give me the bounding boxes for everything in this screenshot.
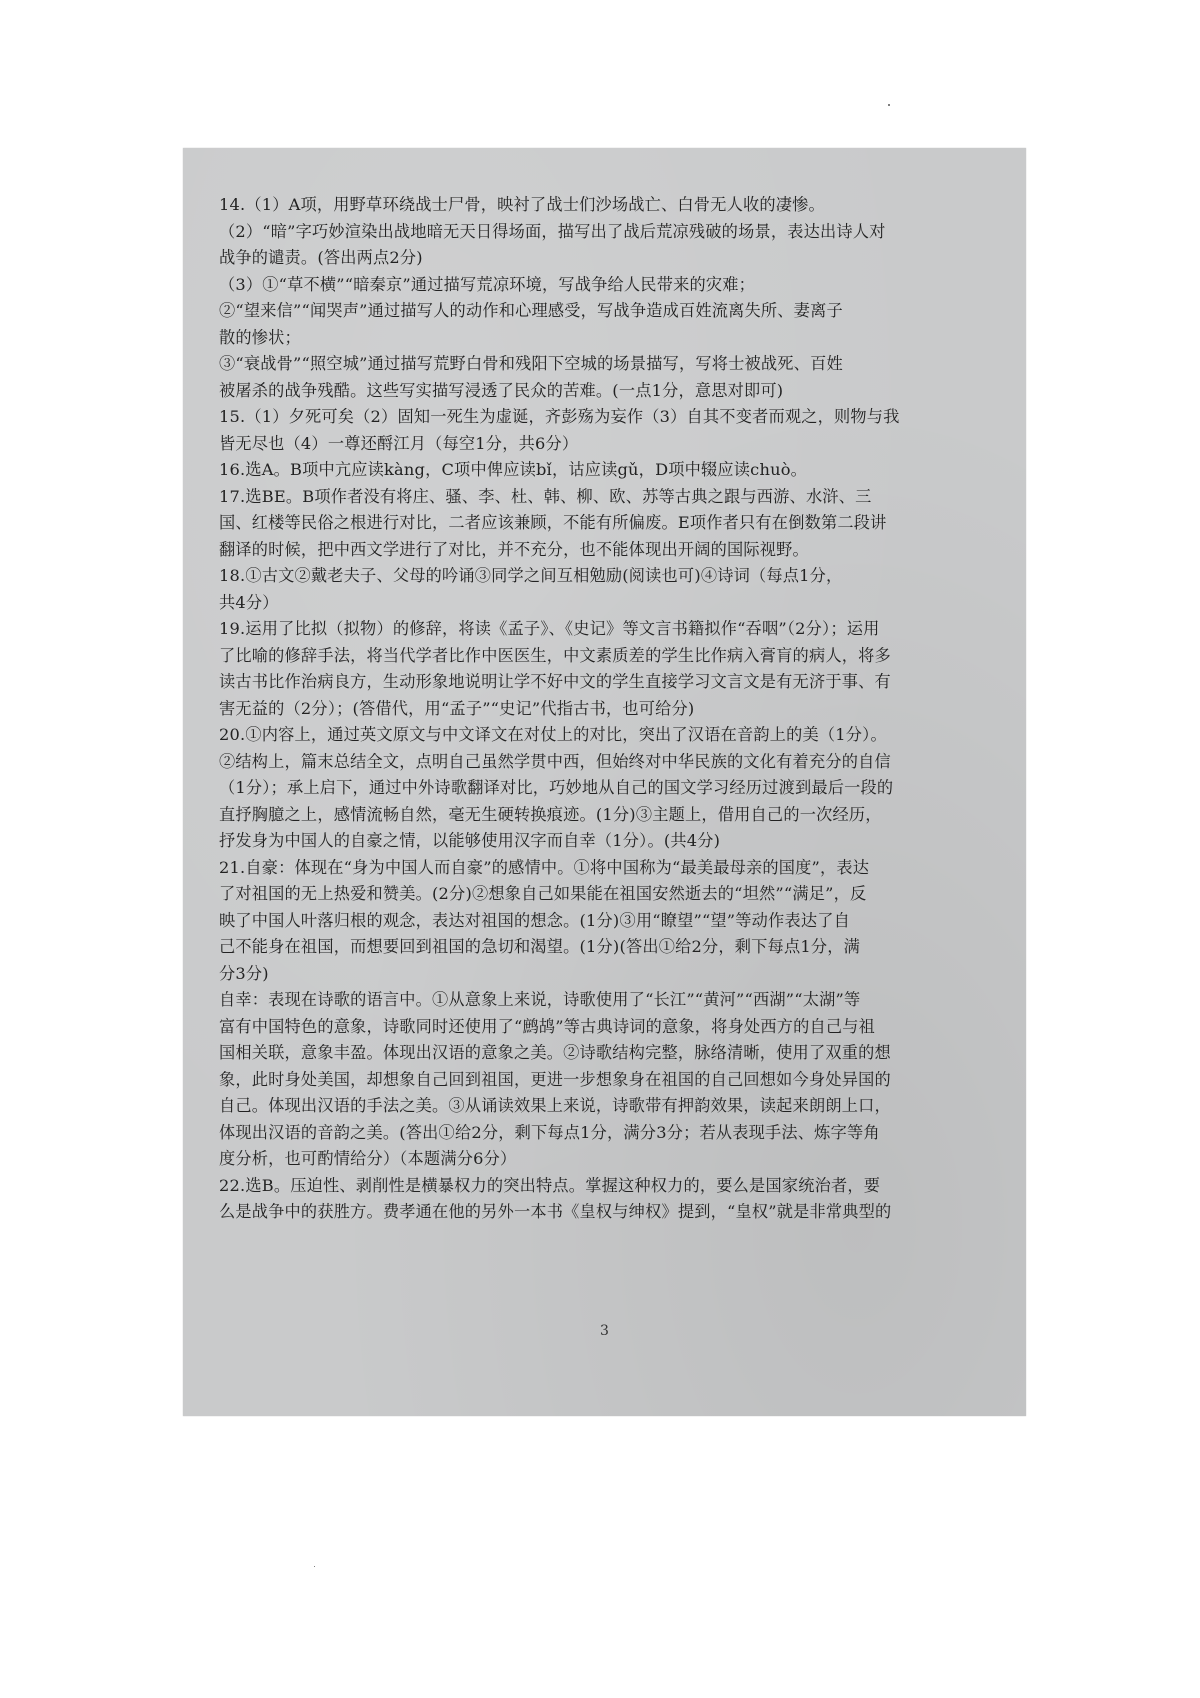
answer-line: 了对祖国的无上热爱和赞美。(2分)②想象自己如果能在祖国安然逝去的“坦然”“满足”，反 <box>219 884 867 903</box>
answer-line: 战争的谴责。(答出两点2分) <box>219 248 423 267</box>
answer-line: 15.（1）夕死可矣（2）固知一死生为虚诞，齐彭殇为妄作（3）自其不变者而观之，则物与我 <box>219 407 900 426</box>
answer-line: 19.运用了比拟（拟物）的修辞，将读《孟子》、《史记》等文言书籍拟作“吞咽”（2分）；运用 <box>219 619 880 638</box>
answer-line: 被屠杀的战争残酷。这些写实描写浸透了民众的苦难。(一点1分，意思对即可) <box>219 380 784 400</box>
answer-line: 直抒胸臆之上，感情流畅自然，毫无生硬转换痕迹。(1分)③主题上，借用自己的一次经历， <box>219 804 882 824</box>
answer-line: 共4分） <box>219 592 279 612</box>
answer-line: 国相关联，意象丰盈。体现出汉语的意象之美。②诗歌结构完整，脉络清晰，使用了双重的想 <box>219 1043 891 1062</box>
answer-line: 己不能身在祖国，而想要回到祖国的急切和渴望。(1分)(答出①给2分，剩下每点1分，满 <box>219 937 860 956</box>
answer-line: 散的惨状； <box>219 327 301 347</box>
answer-line: 17.选BE。B项作者没有将庄、骚、李、杜、韩、柳、欧、苏等古典之跟与西游、水浒、三 <box>219 486 872 506</box>
answer-line: 自幸：表现在诗歌的语言中。①从意象上来说，诗歌使用了“长江”“黄河”“西湖”“太湖”等 <box>219 990 861 1009</box>
answer-line: ②结构上，篇末总结全文，点明自己虽然学贯中西，但始终对中华民族的文化有着充分的自信 <box>219 751 891 771</box>
answer-line: 象，此时身处美国，却想象自己回到祖国，更进一步想象身在祖国的自己回想如今身处异国的 <box>219 1069 891 1089</box>
answer-line: 21.自豪：体现在“身为中国人而自豪”的感情中。①将中国称为“最美最母亲的国度”，表达 <box>219 857 870 877</box>
answer-line: 皆无尽也（4）一尊还酹江月（每空1分，共6分） <box>219 433 579 453</box>
answer-line: 富有中国特色的意象，诗歌同时还使用了“鹧鸪”等古典诗词的意象，将身处西方的自己与祖 <box>219 1016 876 1036</box>
answer-line: ③“衰战骨”“照空城”通过描写荒野白骨和残阳下空城的场景描写，写将士被战死、百姓 <box>219 354 843 373</box>
answer-line: 翻译的时候，把中西文学进行了对比，并不充分，也不能体现出开阔的国际视野。 <box>219 539 809 559</box>
answer-line: ②“望来信”“闻哭声”通过描写人的动作和心理感受，写战争造成百姓流离失所、妻离子 <box>219 301 843 320</box>
answer-line: 映了中国人叶落归根的观念，表达对祖国的想念。(1分)③用“瞭望”“望”等动作表达了自 <box>219 910 850 930</box>
answer-line: 国、红楼等民俗之根进行对比，二者应该兼顾，不能有所偏废。E项作者只有在倒数第二段讲 <box>219 513 887 532</box>
scanned-answer-sheet <box>183 148 1026 1416</box>
answer-line: 了比喻的修辞手法，将当代学者比作中医医生，中文素质差的学生比作病入膏肓的病人，将多 <box>219 645 891 665</box>
answer-line: 20.①内容上，通过英文原文与中文译文在对仗上的对比，突出了汉语在音韵上的美（1分）。 <box>219 725 887 744</box>
answer-line: 分3分) <box>219 963 269 983</box>
answer-line: 抒发身为中国人的自豪之情，以能够使用汉字而自幸（1分）。(共4分) <box>219 831 721 850</box>
answer-line: 22.选B。压迫性、剥削性是横暴权力的突出特点。掌握这种权力的，要么是国家统治者，要 <box>219 1175 881 1195</box>
answer-line: 自己。体现出汉语的手法之美。③从诵读效果上来说，诗歌带有押韵效果，读起来朗朗上口， <box>219 1096 891 1115</box>
answer-line: （3）①“草不横”“暗秦京”通过描写荒凉环境，写战争给人民带来的灾难； <box>219 274 756 294</box>
answer-line: 14.（1）A项，用野草环绕战士尸骨，映衬了战士们沙场战亡、白骨无人收的凄惨。 <box>219 195 825 214</box>
scan-speck <box>314 1566 315 1567</box>
answer-line: 18.①古文②戴老夫子、父母的吟诵③同学之间互相勉励(阅读也可)④诗词（每点1分， <box>219 566 843 585</box>
answer-line: 度分析，也可酌情给分）（本题满分6分） <box>219 1149 517 1168</box>
answer-line: 读古书比作治病良方，生动形象地说明让学不好中文的学生直接学习文言文是有无济于事、有 <box>219 672 891 691</box>
answer-line: 16.选A。B项中亢应读kàng，C项中俾应读bǐ，诂应读gǔ，D项中辍应读chuò。 <box>219 460 808 479</box>
answer-text-block <box>219 192 1009 1226</box>
answer-line: 么是战争中的获胜方。费孝通在他的另外一本书《皇权与绅权》提到，“皇权”就是非常典型的 <box>219 1202 892 1221</box>
answer-line: 体现出汉语的音韵之美。(答出①给2分，剩下每点1分，满分3分；若从表现手法、炼字等角 <box>219 1122 880 1142</box>
scan-speck <box>888 104 890 106</box>
answer-line: （1分）；承上启下，通过中外诗歌翻译对比，巧妙地从自己的国文学习经历过渡到最后一段的 <box>219 778 894 797</box>
answer-line: 害无益的（2分）；(答借代，用“孟子”“史记”代指古书，也可给分) <box>219 698 695 718</box>
answer-line: （2）“暗”字巧妙渲染出战地暗无天日得场面，描写出了战后荒凉残破的场景，表达出诗人对 <box>219 221 886 241</box>
page-number: 3 <box>600 1323 609 1339</box>
